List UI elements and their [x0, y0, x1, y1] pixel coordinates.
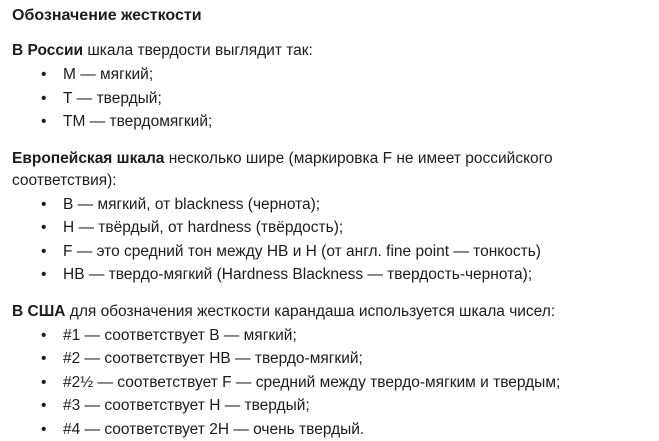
usa-lead: В США: [12, 303, 65, 320]
list-item: [12, 263, 652, 287]
list-item: [12, 418, 652, 441]
bullet-icon: •: [41, 418, 46, 441]
list-item-text: H — твёрдый, от hardness (твёрдость);: [63, 219, 343, 236]
list-item-text: ТМ — твердомягкий;: [63, 113, 212, 130]
list-item: [12, 87, 652, 111]
usa-intro-text: для обозначения жесткости карандаша используется шкала чисел:: [65, 303, 555, 320]
list-item: [12, 193, 652, 217]
russia-intro: [12, 40, 652, 62]
europe-lead: Европейская шкала: [12, 150, 164, 167]
list-item-text: HB — твердо-мягкий (Hardness Blackness — твердость-чернота);: [63, 266, 532, 283]
russia-list: [12, 63, 652, 134]
europe-section: [12, 148, 652, 287]
bullet-icon: •: [41, 394, 46, 418]
list-item-text: #1 — соответствует B — мягкий;: [63, 327, 297, 344]
russia-lead: В России: [12, 42, 83, 59]
bullet-icon: •: [41, 63, 46, 87]
list-item: [12, 216, 652, 240]
list-item-text: Т — твердый;: [63, 90, 162, 107]
document: [12, 6, 652, 441]
list-item-text: #4 — соответствует 2H — очень твердый.: [63, 421, 364, 438]
bullet-icon: •: [41, 263, 46, 287]
bullet-icon: •: [41, 193, 46, 217]
bullet-icon: •: [41, 110, 46, 134]
list-item-text: #2½ — соответствует F — средний между твердо-мягким и твердым;: [63, 374, 560, 391]
list-item: [12, 394, 652, 418]
list-item: [12, 324, 652, 348]
list-item: [12, 110, 652, 134]
list-item: [12, 63, 652, 87]
bullet-icon: •: [41, 240, 46, 264]
page-title: Обозначение жесткости: [12, 6, 652, 26]
list-item-text: B — мягкий, от blackness (чернота);: [63, 196, 320, 213]
usa-list: [12, 324, 652, 441]
list-item-text: М — мягкий;: [63, 66, 153, 83]
bullet-icon: •: [41, 371, 46, 395]
list-item-text: F — это средний тон между HB и H (от англ. fine point — тонкость): [63, 243, 541, 260]
list-item: [12, 347, 652, 371]
list-item-text: #3 — соответствует H — твердый;: [63, 397, 310, 414]
bullet-icon: •: [41, 347, 46, 371]
europe-list: [12, 193, 652, 287]
list-item-text: #2 — соответствует HB — твердо-мягкий;: [63, 350, 363, 367]
bullet-icon: •: [41, 216, 46, 240]
europe-intro: [12, 148, 652, 192]
bullet-icon: •: [41, 324, 46, 348]
usa-section: [12, 301, 652, 441]
russia-intro-text: шкала твердости выглядит так:: [83, 42, 313, 59]
list-item: [12, 371, 652, 395]
usa-intro: [12, 301, 652, 323]
europe-intro-text: несколько шире (маркировка F не имеет российского соответствия):: [12, 150, 553, 189]
russia-section: [12, 40, 652, 134]
bullet-icon: •: [41, 87, 46, 111]
list-item: [12, 240, 652, 264]
